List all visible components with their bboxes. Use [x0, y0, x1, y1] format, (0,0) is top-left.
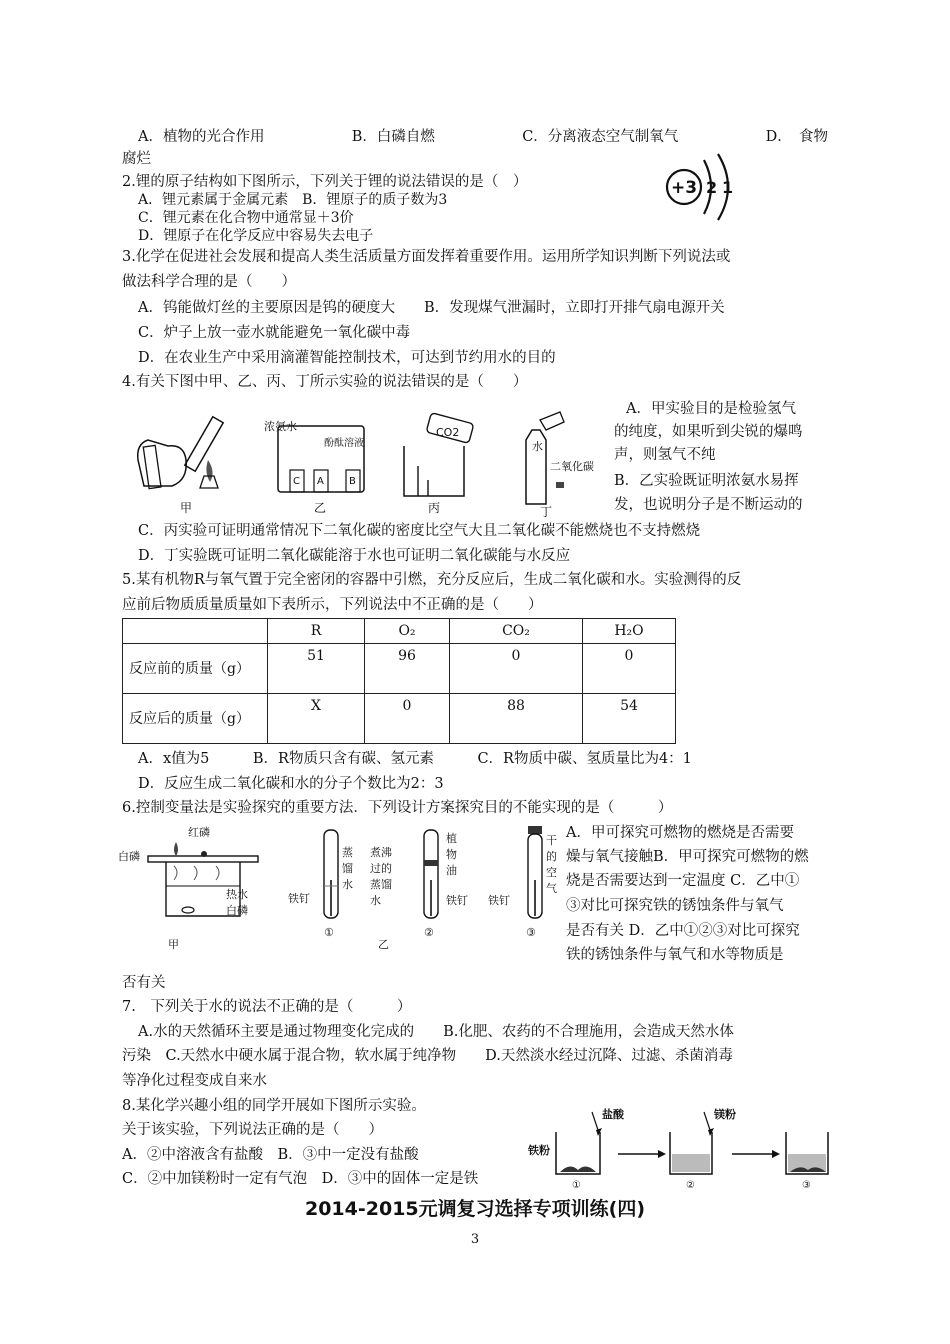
table-row: [123, 644, 676, 694]
label-boil-2: 过的: [370, 862, 392, 875]
q6-right-3: 烧是否需要达到一定温度 C．乙中①: [566, 873, 800, 889]
label-boil-4: 水: [370, 894, 381, 907]
label-dist-3: 水: [342, 878, 353, 891]
q4-stem: 4.有关下图中甲、乙、丙、丁所示实验的说法错误的是（ ）: [122, 374, 528, 390]
nucleus-charge: +3: [670, 178, 698, 198]
shell-2-electrons: 1: [722, 178, 734, 197]
q6-right-1: A．甲可探究可燃物的燃烧是否需要: [566, 825, 794, 841]
figure-yi-ammonia-diffusion: [264, 419, 364, 515]
q3-stem-2: 做法科学合理的是（ ）: [122, 274, 296, 290]
label-b: B: [349, 476, 356, 487]
table-cell: X: [268, 694, 365, 744]
label-dry-1: 干: [546, 834, 557, 847]
label-yi: 乙: [378, 938, 389, 951]
q6-right-2: 燥与氧气接触B．甲可探究可燃物的燃: [566, 849, 809, 865]
label-co2: CO2: [436, 426, 460, 439]
label-fe: 铁粉: [528, 1144, 550, 1157]
label-hot-water: 热水: [226, 888, 248, 901]
row-label: 反应后的质量（g）: [123, 694, 268, 744]
q4-option-a-1: A．甲实验目的是检验氢气: [626, 401, 796, 417]
label-n2: ②: [424, 926, 434, 939]
shell-1-electrons: 2: [706, 178, 718, 197]
label-n3: ③: [526, 926, 536, 939]
q8-stem: 8.某化学兴趣小组的同学开展如下图所示实验。: [122, 1098, 426, 1114]
table-header-cell: R: [268, 619, 365, 644]
q5-option-d: D．反应生成二氧化碳和水的分子个数比为2：3: [138, 776, 444, 792]
figure-bing-co2-candles: [404, 413, 474, 515]
q1-option-b: B．白磷自燃: [351, 129, 435, 145]
beaker-1: [527, 1107, 625, 1191]
q3-option-c: C．炉子上放一壶水就能避免一氧化碳中毒: [138, 325, 411, 341]
label-iron-3: 铁钉: [488, 894, 510, 907]
table-cell: 0: [583, 644, 676, 694]
q1-option-c: C．分离液态空气制氧气: [522, 129, 679, 145]
table-header-cell: [123, 619, 268, 644]
label-boil-3: 蒸馏: [370, 878, 392, 891]
q1-option-a: A．植物的光合作用: [138, 129, 265, 145]
label-boil-1: 煮沸: [370, 846, 392, 859]
q8-option-cd: C．②中加镁粉时一定有气泡 D．③中的固体一定是铁: [122, 1171, 479, 1187]
label-jia: 甲: [168, 938, 179, 951]
q2-stem: 2.锂的原子结构如下图所示，下列关于锂的说法错误的是（ ）: [122, 174, 528, 190]
table-cell: 54: [583, 694, 676, 744]
q2-option-d: D．锂原子在化学反应中容易失去电子: [138, 228, 374, 244]
figure-jia-combustion: [118, 825, 258, 951]
q4-option-c: C．丙实验可证明通常情况下二氧化碳的密度比空气大且二氧化碳不能燃烧也不支持燃烧: [138, 523, 701, 539]
table-cell: 0: [450, 644, 583, 694]
q7-stem: 7. 下列关于水的说法不正确的是（ ）: [122, 999, 412, 1015]
q3-option-ab: A．钨能做灯丝的主要原因是钨的硬度大 B．发现煤气泄漏时，立即打开排气扇电源开关: [138, 300, 725, 316]
q2-option-ab: A．锂元素属于金属元素 B．锂原子的质子数为3: [138, 192, 448, 208]
table-header-cell: O₂: [365, 619, 450, 644]
label-n3: ③: [802, 1180, 811, 1191]
q5-option-abc: A．x值为5 B．R物质只含有碳、氢元素 C．R物质中碳、氢质量比为4：1: [138, 751, 692, 767]
label-ammonia: 浓氨水: [264, 420, 297, 433]
q4-option-a-3: 声，则氢气不纯: [614, 447, 716, 463]
label-oil-3: 油: [446, 864, 457, 877]
table-header-cell: H₂O: [583, 619, 676, 644]
label-dry-2: 的: [546, 850, 557, 863]
figure-jia-hydrogen-test: [138, 417, 223, 515]
table-row: [123, 694, 676, 744]
label-red-p: 红磷: [188, 826, 210, 839]
q8-option-ab: A．②中溶液含有盐酸 B．③中一定没有盐酸: [122, 1147, 419, 1163]
label-a: A: [317, 476, 324, 487]
q4-experiment-figure: [128, 400, 598, 518]
figure-yi-rusting: [288, 826, 557, 951]
label-n2: ②: [686, 1180, 695, 1191]
label-oil-2: 物: [446, 848, 457, 861]
label-n1: ①: [324, 926, 334, 939]
q8-experiment-figure: [526, 1104, 836, 1190]
q7-line-2: 污染 C.天然水中硬水属于混合物，软水属于纯净物 D.天然淡水经过沉降、过滤、杀菌消毒: [122, 1048, 733, 1064]
figure-ding-co2-bottle: [526, 412, 594, 519]
page-number: 3: [470, 1232, 480, 1247]
q1-option-d-cont: 腐烂: [122, 151, 151, 167]
label-phenolphthalein: 酚酞溶液: [324, 438, 364, 449]
table-cell: 88: [450, 694, 583, 744]
beaker-3: [786, 1132, 828, 1191]
q4-option-d: D．丁实验既可证明二氧化碳能溶于水也可证明二氧化碳能与水反应: [138, 548, 571, 564]
label-white-p-2: 白磷: [226, 904, 248, 917]
label-dry-4: 气: [546, 882, 557, 895]
q6-cont: 否有关: [122, 975, 166, 991]
q3-option-d: D．在农业生产中采用滴灌智能控制技术，可达到节约用水的目的: [138, 350, 556, 366]
q6-experiment-figure: [118, 820, 568, 950]
label-n1: ①: [572, 1180, 581, 1191]
q4-option-b-1: B．乙实验既证明浓氨水易挥: [614, 473, 799, 489]
q4-option-a-2: 的纯度，如果听到尖锐的爆鸣: [614, 424, 803, 440]
label-bing: 丙: [428, 501, 441, 515]
q1-options: [138, 126, 828, 148]
row-label: 反应前的质量（g）: [123, 644, 268, 694]
q6-right-4: ③对比可探究铁的锈蚀条件与氧气: [566, 898, 784, 914]
q6-right-5: 是否有关 D．乙中①②③对比可探究: [566, 923, 800, 939]
q7-line-1: A.水的天然循环主要是通过物理变化完成的 B.化肥、农药的不合理施用，会造成天然水体: [138, 1024, 734, 1040]
label-dist-1: 蒸: [342, 846, 353, 859]
label-iron-1: 铁钉: [288, 892, 310, 905]
q8-stem-2: 关于该实验，下列说法正确的是（ ）: [122, 1122, 383, 1138]
table-cell: 51: [268, 644, 365, 694]
label-oil-1: 植: [446, 832, 457, 845]
label-water: 水: [532, 440, 543, 453]
q3-stem-1: 3.化学在促进社会发展和提高人类生活质量方面发挥着重要作用。运用所学知识判断下列说法或: [122, 249, 731, 265]
q6-right-6: 铁的锈蚀条件与氧气和水等物质是: [566, 947, 784, 963]
label-dist-2: 馏: [342, 862, 353, 875]
label-hcl: 盐酸: [602, 1108, 624, 1121]
q1-option-d: D． 食物: [765, 129, 828, 145]
table-header-cell: CO₂: [450, 619, 583, 644]
q4-option-b-2: 发，也说明分子是不断运动的: [614, 497, 803, 513]
mass-table: [122, 618, 676, 744]
label-jia: 甲: [180, 501, 193, 515]
beaker-2: [670, 1107, 736, 1191]
q6-stem: 6.控制变量法是实验探究的重要方法．下列设计方案探究目的不能实现的是（ ）: [122, 800, 673, 816]
label-co2-bottle: 二氧化碳: [550, 460, 594, 473]
label-dry-3: 空: [546, 866, 557, 879]
label-mg: 镁粉: [714, 1108, 736, 1121]
table-cell: 0: [365, 694, 450, 744]
page-title: 2014-2015元调复习选择专项训练(四): [304, 1198, 645, 1220]
q2-option-c: C．锂元素在化合物中通常显＋3价: [138, 210, 354, 226]
label-c: C: [293, 476, 300, 487]
q7-line-3: 等净化过程变成自来水: [122, 1073, 267, 1089]
q5-stem-1: 5.某有机物R与氧气置于完全密闭的容器中引燃，充分反应后，生成二氧化碳和水。实验测得的反: [122, 572, 742, 588]
q5-stem-2: 应前后物质质量质量如下表所示，下列说法中不正确的是（ ）: [122, 597, 543, 613]
label-ding: 丁: [540, 505, 553, 519]
label-white-p: 白磷: [118, 850, 140, 863]
table-cell: 96: [365, 644, 450, 694]
table-header-row: [123, 619, 676, 644]
label-yi: 乙: [314, 501, 327, 515]
label-iron-2: 铁钉: [446, 894, 468, 907]
lithium-atom-diagram: [660, 150, 750, 224]
